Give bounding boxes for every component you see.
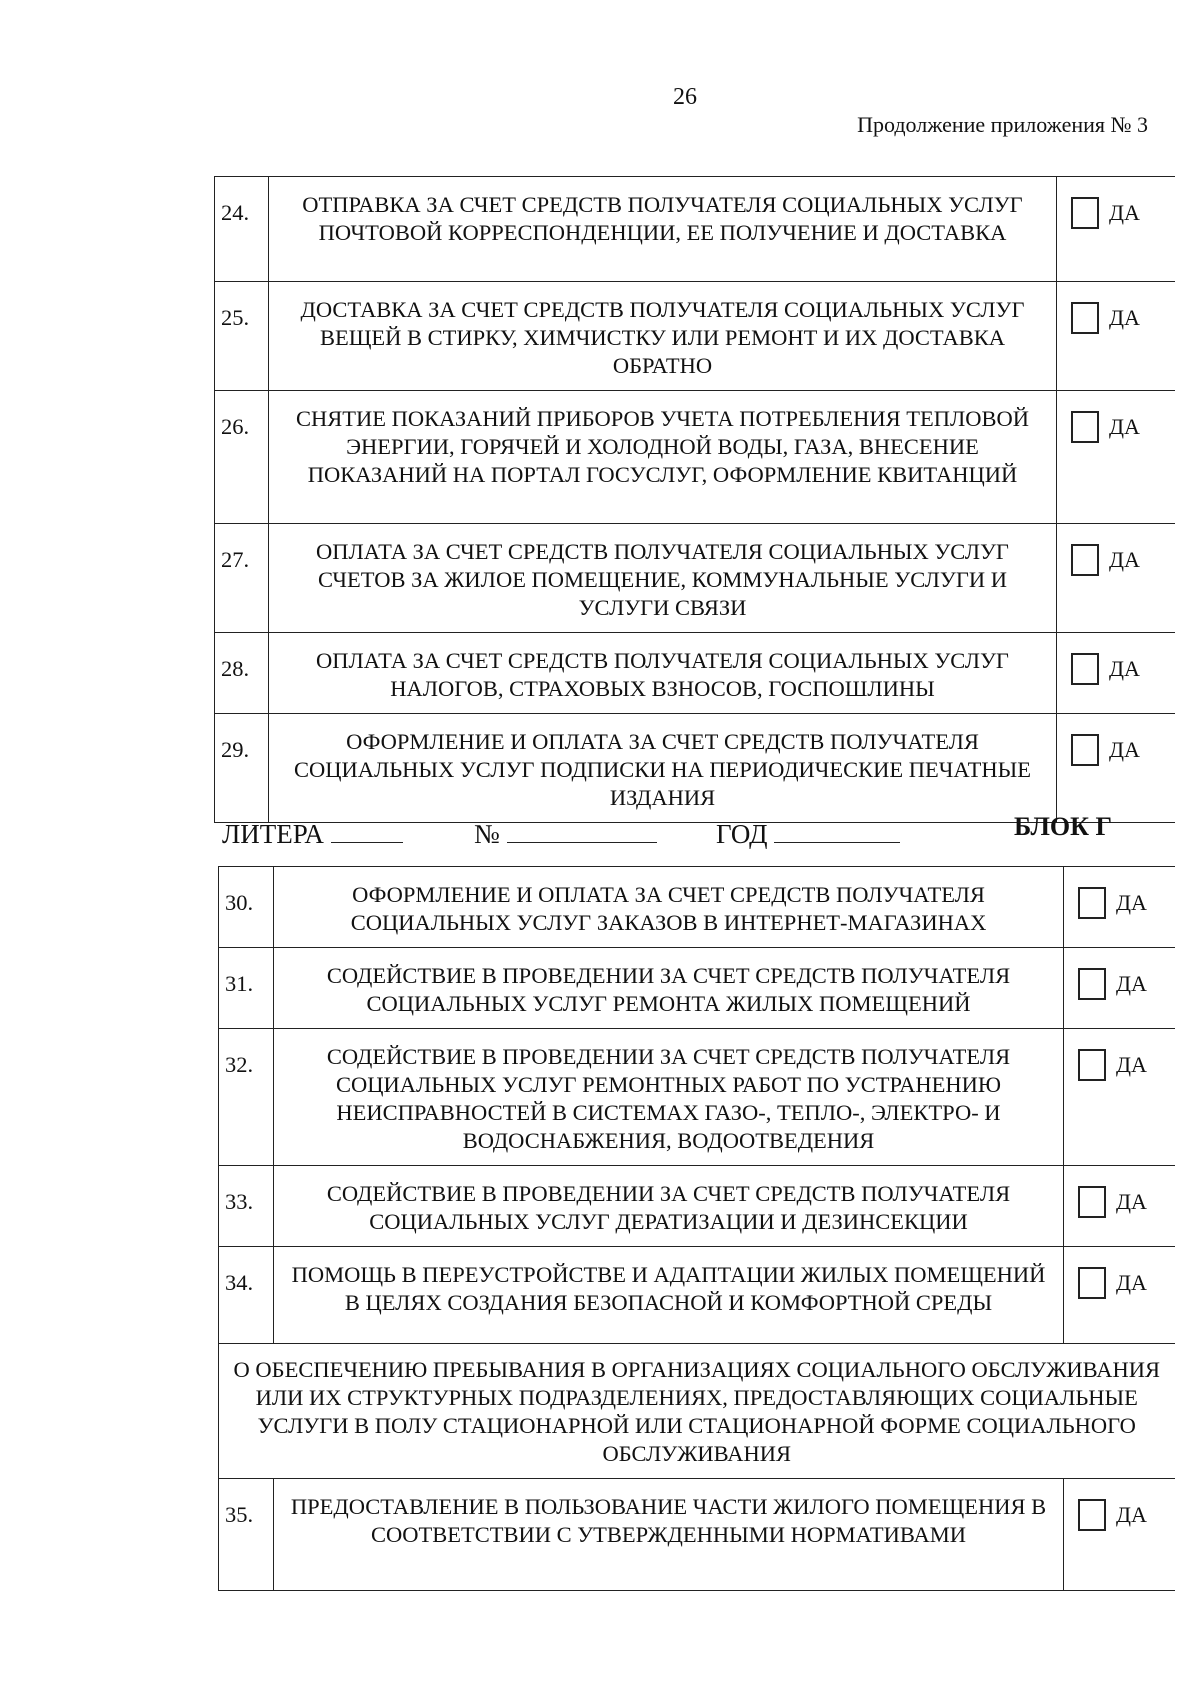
number-label: № xyxy=(474,819,500,849)
yes-cell xyxy=(1057,524,1175,633)
yes-cell xyxy=(1064,948,1175,1029)
number-blank[interactable] xyxy=(507,816,657,843)
checkbox[interactable] xyxy=(1078,1267,1106,1299)
yes-label: ДА xyxy=(1109,414,1140,439)
service-text: ОПЛАТА ЗА СЧЕТ СРЕДСТВ ПОЛУЧАТЕЛЯ СОЦИАЛЬНЫХ УСЛУГ НАЛОГОВ, СТРАХОВЫХ ВЗНОСОВ, ГОСПОШЛИНЫ xyxy=(269,633,1057,714)
yes-cell xyxy=(1064,1166,1175,1247)
table-row xyxy=(219,1247,1175,1344)
yes-label: ДА xyxy=(1116,1189,1147,1214)
section-row xyxy=(219,1344,1175,1479)
row-number: 26. xyxy=(215,391,269,524)
litera-blank[interactable] xyxy=(331,816,403,843)
yes-cell xyxy=(1064,867,1175,948)
year-blank[interactable] xyxy=(774,816,900,843)
services-table-2 xyxy=(218,866,1175,1591)
table-row xyxy=(219,948,1175,1029)
service-text: ОФОРМЛЕНИЕ И ОПЛАТА ЗА СЧЕТ СРЕДСТВ ПОЛУЧАТЕЛЯ СОЦИАЛЬНЫХ УСЛУГ ПОДПИСКИ НА ПЕРИОДИЧЕСКИЕ ПЕЧАТНЫЕ ИЗДАНИЯ xyxy=(269,714,1057,823)
row-number: 29. xyxy=(215,714,269,823)
services-table-1 xyxy=(214,176,1175,823)
year-field xyxy=(716,816,900,850)
checkbox[interactable] xyxy=(1078,1186,1106,1218)
row-number: 35. xyxy=(219,1479,274,1591)
checkbox[interactable] xyxy=(1071,653,1099,685)
service-text: ПОМОЩЬ В ПЕРЕУСТРОЙСТВЕ И АДАПТАЦИИ ЖИЛЫХ ПОМЕЩЕНИЙ В ЦЕЛЯХ СОЗДАНИЯ БЕЗОПАСНОЙ И КОМФОРТНОЙ СРЕДЫ xyxy=(274,1247,1064,1344)
checkbox[interactable] xyxy=(1071,197,1099,229)
appendix-continuation: Продолжение приложения № 3 xyxy=(857,112,1148,137)
yes-label: ДА xyxy=(1109,737,1140,762)
row-number: 34. xyxy=(219,1247,274,1344)
row-number: 27. xyxy=(215,524,269,633)
table-row xyxy=(215,524,1175,633)
yes-label: ДА xyxy=(1109,305,1140,330)
yes-cell xyxy=(1064,1247,1175,1344)
checkbox[interactable] xyxy=(1078,1499,1106,1531)
yes-label: ДА xyxy=(1109,656,1140,681)
yes-label: ДА xyxy=(1116,1052,1147,1077)
yes-label: ДА xyxy=(1116,890,1147,915)
checkbox[interactable] xyxy=(1071,302,1099,334)
block-label: БЛОК Г xyxy=(1014,812,1113,841)
service-text: ДОСТАВКА ЗА СЧЕТ СРЕДСТВ ПОЛУЧАТЕЛЯ СОЦИАЛЬНЫХ УСЛУГ ВЕЩЕЙ В СТИРКУ, ХИМЧИСТКУ ИЛИ РЕМОНТ И ИХ ДОСТАВКА ОБРАТНО xyxy=(269,282,1057,391)
table-row xyxy=(215,714,1175,823)
checkbox[interactable] xyxy=(1078,968,1106,1000)
table-row xyxy=(215,282,1175,391)
table-row xyxy=(219,1029,1175,1166)
checkbox[interactable] xyxy=(1071,544,1099,576)
litera-field xyxy=(222,816,403,850)
yes-label: ДА xyxy=(1116,1502,1147,1527)
yes-cell xyxy=(1057,282,1175,391)
checkbox[interactable] xyxy=(1078,887,1106,919)
yes-cell xyxy=(1057,633,1175,714)
table-row xyxy=(219,867,1175,948)
service-text: ОТПРАВКА ЗА СЧЕТ СРЕДСТВ ПОЛУЧАТЕЛЯ СОЦИАЛЬНЫХ УСЛУГ ПОЧТОВОЙ КОРРЕСПОНДЕНЦИИ, ЕЕ ПОЛУЧЕНИЕ И ДОСТАВКА xyxy=(269,177,1057,282)
row-number: 31. xyxy=(219,948,274,1029)
checkbox[interactable] xyxy=(1071,734,1099,766)
service-text: СОДЕЙСТВИЕ В ПРОВЕДЕНИИ ЗА СЧЕТ СРЕДСТВ ПОЛУЧАТЕЛЯ СОЦИАЛЬНЫХ УСЛУГ РЕМОНТНЫХ РАБОТ ПО УСТРАНЕНИЮ НЕИСПРАВНОСТЕЙ В СИСТЕМАХ ГАЗО-, ТЕПЛО-, ЭЛЕКТРО- И ВОДОСНАБЖЕНИЯ, ВОДООТВЕДЕНИЯ xyxy=(274,1029,1064,1166)
section-heading: О ОБЕСПЕЧЕНИЮ ПРЕБЫВАНИЯ В ОРГАНИЗАЦИЯХ СОЦИАЛЬНОГО ОБСЛУЖИВАНИЯ ИЛИ ИХ СТРУКТУРНЫХ ПОДРАЗДЕЛЕНИЯХ, ПРЕДОСТАВЛЯЮЩИХ СОЦИАЛЬНЫЕ УСЛУГИ В ПОЛУ СТАЦИОНАРНОЙ ИЛИ СТАЦИОНАРНОЙ ФОРМЕ СОЦИАЛЬНОГО ОБСЛУЖИВАНИЯ xyxy=(219,1344,1175,1479)
row-number: 25. xyxy=(215,282,269,391)
table-row xyxy=(215,391,1175,524)
page-number: 26 xyxy=(673,84,697,110)
service-text: ОПЛАТА ЗА СЧЕТ СРЕДСТВ ПОЛУЧАТЕЛЯ СОЦИАЛЬНЫХ УСЛУГ СЧЕТОВ ЗА ЖИЛОЕ ПОМЕЩЕНИЕ, КОММУНАЛЬНЫЕ УСЛУГИ И УСЛУГИ СВЯЗИ xyxy=(269,524,1057,633)
yes-cell xyxy=(1057,391,1175,524)
yes-label: ДА xyxy=(1109,547,1140,572)
yes-cell xyxy=(1057,714,1175,823)
row-number: 30. xyxy=(219,867,274,948)
row-number: 33. xyxy=(219,1166,274,1247)
yes-cell xyxy=(1064,1029,1175,1166)
table-row xyxy=(215,633,1175,714)
service-text: ОФОРМЛЕНИЕ И ОПЛАТА ЗА СЧЕТ СРЕДСТВ ПОЛУЧАТЕЛЯ СОЦИАЛЬНЫХ УСЛУГ ЗАКАЗОВ В ИНТЕРНЕТ-МАГАЗИНАХ xyxy=(274,867,1064,948)
service-text: СНЯТИЕ ПОКАЗАНИЙ ПРИБОРОВ УЧЕТА ПОТРЕБЛЕНИЯ ТЕПЛОВОЙ ЭНЕРГИИ, ГОРЯЧЕЙ И ХОЛОДНОЙ ВОДЫ, ГАЗА, ВНЕСЕНИЕ ПОКАЗАНИЙ НА ПОРТАЛ ГОСУСЛУГ, ОФОРМЛЕНИЕ КВИТАНЦИЙ xyxy=(269,391,1057,524)
yes-cell xyxy=(1057,177,1175,282)
yes-cell xyxy=(1064,1479,1175,1591)
checkbox[interactable] xyxy=(1078,1049,1106,1081)
row-number: 28. xyxy=(215,633,269,714)
table-row xyxy=(219,1166,1175,1247)
yes-label: ДА xyxy=(1109,200,1140,225)
yes-label: ДА xyxy=(1116,971,1147,996)
row-number: 24. xyxy=(215,177,269,282)
row-number: 32. xyxy=(219,1029,274,1166)
table-row xyxy=(219,1479,1175,1591)
service-text: ПРЕДОСТАВЛЕНИЕ В ПОЛЬЗОВАНИЕ ЧАСТИ ЖИЛОГО ПОМЕЩЕНИЯ В СООТВЕТСТВИИ С УТВЕРЖДЕННЫМИ НОРМАТИВАМИ xyxy=(274,1479,1064,1591)
year-label: ГОД xyxy=(716,819,768,849)
litera-label: ЛИТЕРА xyxy=(222,819,324,849)
service-text: СОДЕЙСТВИЕ В ПРОВЕДЕНИИ ЗА СЧЕТ СРЕДСТВ ПОЛУЧАТЕЛЯ СОЦИАЛЬНЫХ УСЛУГ ДЕРАТИЗАЦИИ И ДЕЗИНСЕКЦИИ xyxy=(274,1166,1064,1247)
table-row xyxy=(215,177,1175,282)
checkbox[interactable] xyxy=(1071,411,1099,443)
yes-label: ДА xyxy=(1116,1270,1147,1295)
service-text: СОДЕЙСТВИЕ В ПРОВЕДЕНИИ ЗА СЧЕТ СРЕДСТВ ПОЛУЧАТЕЛЯ СОЦИАЛЬНЫХ УСЛУГ РЕМОНТА ЖИЛЫХ ПОМЕЩЕНИЙ xyxy=(274,948,1064,1029)
number-field xyxy=(474,816,657,850)
